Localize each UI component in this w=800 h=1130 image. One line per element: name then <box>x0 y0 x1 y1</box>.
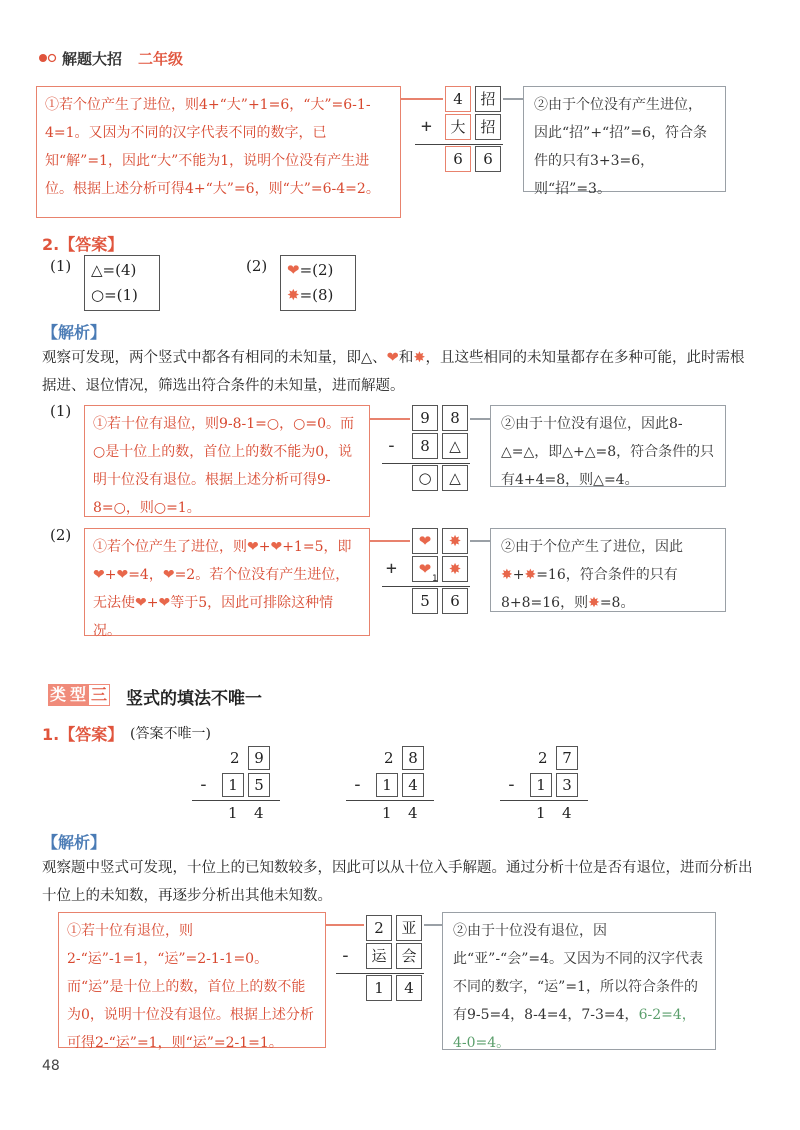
minus-operator: - <box>386 435 397 456</box>
heart-cell: ❤ <box>412 528 438 554</box>
cell: 亚 <box>396 915 422 941</box>
answer-note: (答案不唯一) <box>130 726 211 742</box>
star-icon: ✸ <box>524 567 537 583</box>
p1-left-text: ①若十位有退位，则9-8-1=○，○=0。而○是十位上的数，首位上的数不能为0，说明十位没有退位。根据上述分析可得9-8=○，则○=1。 <box>93 416 354 516</box>
cell: ○ <box>412 465 438 491</box>
cell: 1 <box>222 773 244 797</box>
item2-answer-box <box>280 255 356 311</box>
cell: 2 <box>366 915 392 941</box>
section2-analysis-heading: 【解析】 <box>42 323 107 342</box>
digit: 4 <box>408 804 418 822</box>
bottom-right-text-green: 6-2=4，4-0=4。 <box>453 1007 696 1051</box>
heart-icon: ❤ <box>270 539 283 555</box>
connector-line <box>370 540 410 542</box>
page-number: 48 <box>42 1058 60 1074</box>
connector-line <box>326 924 364 926</box>
connector-line <box>503 98 523 100</box>
digit: 1 <box>228 804 238 822</box>
section2-answer-heading: 2.【答案】 <box>42 235 124 254</box>
circle-answer: ○=(1) <box>91 286 138 304</box>
star-cell: ✸ <box>442 528 468 554</box>
tag-char: 类 <box>50 685 67 704</box>
cell: △ <box>442 433 468 459</box>
heart-icon: ❤ <box>158 595 171 611</box>
text: =2。若个位没有产生进位，无法使 <box>93 567 350 611</box>
bottom-right-box <box>442 912 716 1050</box>
diff-line <box>192 800 280 801</box>
cell: 招 <box>475 114 501 140</box>
top-right-analysis-text: ②由于个位没有产生进位，因此“招”+“招”=6，符合条件的只有3+3=6，则“招”=3。 <box>534 97 707 197</box>
minus-operator: - <box>340 945 351 966</box>
bottom-left-box <box>58 912 326 1051</box>
section3-analysis-heading: 【解析】 <box>42 833 107 852</box>
grade-label: 二年级 <box>138 50 184 68</box>
text: =8。 <box>599 595 635 611</box>
p2-left-box <box>84 528 370 639</box>
cell: 4 <box>396 975 422 1001</box>
cell: 招 <box>475 86 501 112</box>
heart-icon: ❤ <box>287 261 300 279</box>
text: + <box>146 595 159 611</box>
plus-operator: + <box>386 558 397 579</box>
heart-icon: ❤ <box>386 350 399 366</box>
item2-label: (2) <box>246 257 268 275</box>
text: + <box>512 567 525 583</box>
cell: 9 <box>248 746 270 770</box>
heart-cell: ❤ <box>412 556 438 582</box>
cell: 1 <box>366 975 392 1001</box>
bottom-right-text: ②由于十位没有退位，因此“亚”-“会”=4。又因为不同的汉字代表不同的数字，“运”=1，所以符合条件的有9-5=4，8-4=4，7-3=4， <box>453 923 703 1023</box>
diff-line <box>500 800 588 801</box>
text: + <box>104 567 117 583</box>
tag-char: 型 <box>70 685 87 704</box>
example-3 <box>500 746 590 824</box>
cell: 8 <box>402 746 424 770</box>
cell: △ <box>442 465 468 491</box>
triangle-answer: △=(4) <box>91 261 137 279</box>
p1-label: (1) <box>50 402 72 420</box>
text: ②由于个位产生了进位，因此 <box>501 539 683 555</box>
heart-answer: =(2) <box>299 261 334 279</box>
p2-right-box <box>490 528 726 612</box>
digit: 4 <box>254 804 264 822</box>
cell: 9 <box>412 405 438 431</box>
digit: 2 <box>384 749 394 767</box>
cell: 6 <box>442 588 468 614</box>
digit: 4 <box>562 804 572 822</box>
heart-icon: ❤ <box>162 567 175 583</box>
cell: 5 <box>412 588 438 614</box>
cell: 1 <box>530 773 552 797</box>
star-cell: ✸ <box>442 556 468 582</box>
text: +1=5，即 <box>282 539 352 555</box>
bottom-vertical-calc <box>340 915 424 999</box>
text: ，且这些相同的未知量都存在多种可能，此时需根据进、退位情况，筛选出符合条件的未知量，进而解题。 <box>42 350 745 394</box>
minus-operator: - <box>352 774 363 795</box>
connector-line <box>470 540 490 542</box>
tag-char: 三 <box>88 684 110 706</box>
section3-analysis-text: 观察题中竖式可发现，十位上的已知数较多，因此可以从十位入手解题。通过分析十位是否有退位，进而分析出十位上的未知数，再逐步分析出其他未知数。 <box>42 860 753 904</box>
carry-digit: 1 <box>432 574 438 584</box>
section3-title: 竖式的填法不唯一 <box>126 689 262 709</box>
heart-icon: ❤ <box>135 595 147 611</box>
p2-vertical-calc <box>386 528 470 612</box>
text: ①若个位产生了进位，则 <box>93 539 247 555</box>
section2-analysis-text <box>42 344 754 400</box>
connector-line <box>470 418 490 420</box>
header-logo-icon <box>38 52 58 64</box>
cell: 8 <box>442 405 468 431</box>
top-left-analysis-text: ①若个位产生了进位，则4+“大”+1=6，“大”=6-1-4=1。又因为不同的汉字代表不同的数字，已知“解”=1，因此“大”不能为1，说明个位没有产生进位。根据上述分析可得4+“大”=6，则“大”=6-4=2。 <box>45 97 380 197</box>
book-title: 解题大招 <box>62 50 123 68</box>
connector-line <box>370 418 410 420</box>
cell: 6 <box>475 146 501 172</box>
star-icon: ✸ <box>287 286 300 304</box>
digit: 1 <box>536 804 546 822</box>
digit: 2 <box>230 749 240 767</box>
connector-line <box>401 98 443 100</box>
cell: 4 <box>445 86 471 112</box>
item1-answer-box <box>84 255 160 311</box>
cell: 5 <box>248 773 270 797</box>
digit: 2 <box>538 749 548 767</box>
text: 观察可发现，两个竖式中都各有相同的未知量，即△、 <box>42 350 387 366</box>
star-icon: ✸ <box>588 595 600 611</box>
bottom-left-text: ①若十位有退位，则2-“运”-1=1，“运”=2-1-1=0。而“运”是十位上的数，首位上的数不能为0，说明十位没有退位。根据上述分析可得2-“运”=1，则“运”=2-1=1。 <box>67 923 314 1051</box>
star-icon: ✸ <box>413 350 426 366</box>
item1-label: (1) <box>50 257 72 275</box>
cell: 1 <box>376 773 398 797</box>
text: 等于5，因此可排除这种情况。 <box>93 595 334 639</box>
top-vertical-calc <box>421 86 503 170</box>
cell: 4 <box>402 773 424 797</box>
top-left-analysis-box <box>36 86 401 218</box>
text: =4， <box>128 567 163 583</box>
cell: 8 <box>412 433 438 459</box>
text: + <box>258 539 271 555</box>
star-icon: ✸ <box>501 567 513 583</box>
cell: 运 <box>366 943 392 969</box>
section3-tag <box>48 684 110 706</box>
heart-icon: ❤ <box>116 567 129 583</box>
heart-icon: ❤ <box>247 539 259 555</box>
text: 和 <box>398 350 414 366</box>
cell: 会 <box>396 943 422 969</box>
text: =16，符合条件的只有8+8=16，则 <box>501 567 678 611</box>
star-answer: =(8) <box>299 286 334 304</box>
heart-icon: ❤ <box>93 567 105 583</box>
digit: 1 <box>382 804 392 822</box>
top-right-analysis-box <box>523 86 726 197</box>
plus-operator: + <box>421 116 432 137</box>
connector-line <box>424 924 442 926</box>
cell: 大 <box>445 114 471 140</box>
example-2 <box>346 746 436 824</box>
example-1 <box>192 746 282 824</box>
section3-answer-heading: 1.【答案】 <box>42 725 124 744</box>
cell: 6 <box>445 146 471 172</box>
diff-line <box>346 800 434 801</box>
p1-vertical-calc <box>386 405 470 489</box>
p1-right-text: ②由于十位没有退位，因此8-△=△，即△+△=8，符合条件的只有4+4=8，则△=4。 <box>501 416 715 488</box>
minus-operator: - <box>506 774 517 795</box>
minus-operator: - <box>198 774 209 795</box>
cell: 7 <box>556 746 578 770</box>
p2-label: (2) <box>50 526 72 544</box>
cell: 3 <box>556 773 578 797</box>
p1-left-box <box>84 405 370 517</box>
p1-right-box <box>490 405 726 487</box>
